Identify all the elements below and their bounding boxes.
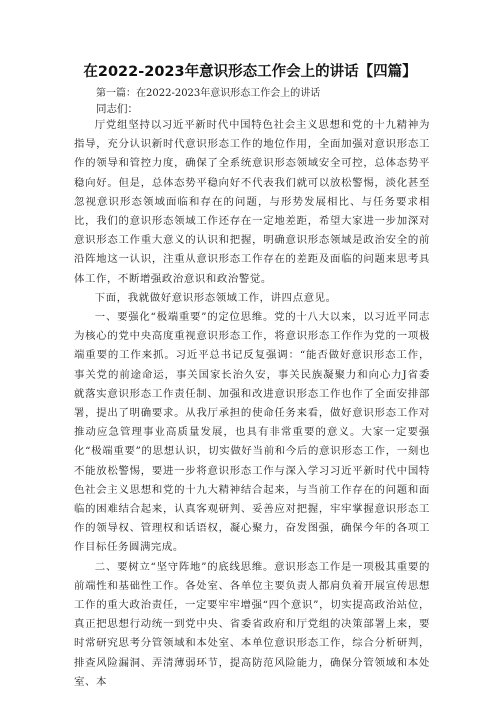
salutation: 同志们： — [96, 103, 138, 115]
document-title: 在2022-2023年意识形态工作会上的讲话【四篇】 — [83, 64, 417, 80]
section-heading: 第一篇：在2022-2023年意识形态工作会上的讲话 — [96, 88, 321, 99]
paragraph-point-two: 二、要树立“坚守阵地”的底线思维。意识形态工作是一项极其重要的前端性和基础性工作。各处室、各单位主要负责人都肩负着开展宣传思想工作的重大政治责任，一定要牢牢增强“四个意识”，切实提高政治站位，真正把思想行动统一到党中央、省委省政府和厅党组的决策部署上来，要时常研究思考分管领域和本处室、本单位意识形态工作，综合分析研判，排查风险漏洞、弄清薄弱环节，提高防范风险能力，确保分管领域和本处室、本 — [74, 560, 430, 688]
document-body — [74, 116, 430, 692]
paragraph-transition: 下面，我就做好意识形态领域工作，讲四点意见。 — [94, 291, 337, 304]
paragraph-intro: 厅党组坚持以习近平新时代中国特色社会主义思想和党的十九精神为指导，充分认识新时代意识形态工作的地位作用，全面加强对意识形态工作的领导和管控力度，确保了全系统意识形态领域安全可控，总体态势平稳向好。但是，总体态势平稳向好不代表我们就可以放松警惕，淡化甚至忽视意识形态领域面临和存在的问题，与形势发展相比、与任务要求相比，我们的意识形态领域工作还存在一定地差距，希望大家进一步加深对意识形态工作重大意义的认识和把握，明确意识形态领域是政治安全的前沿阵地这一认识，注重从意识形态工作存在的差距及面临的问题来思考具体工作，不断增强政治意识和政治警觉。 — [74, 119, 430, 285]
paragraph-point-one: 一、要强化“极端重要”的定位思维。党的十八大以来，以习近平同志为核心的党中央高度重视意识形态工作，将意识形态工作作为党的一项极端重要的工作来抓。习近平总书记反复强调：“能否做好意识形态工作，事关党的前途命运，事关国家长治久安，事关民族凝聚力和向心力J省委就落实意识形态工作责任制、加强和改进意识形态工作也作了全面安排部署，提出了明确要求。从我厅承担的使命任务来看，做好意识形态工作对推动应急管理事业高质量发展，也具有非常重要的意义。大家一定要强化“极端重要”的思想认识，切实做好当前和今后的意识形态工作，一刻也不能放松警惕，要进一步将意识形态工作与深入学习习近平新时代中国特色社会主义思想和党的十九大精神结合起来，与当前工作存在的问题和面临的困难结合起来，认真客观研判、妥善应对把握，牢牢掌握意识形态工作的领导权、管理权和话语权，凝心聚力，奋发图强，确保今年的各项工作目标任务圆满完成。 — [74, 311, 430, 554]
